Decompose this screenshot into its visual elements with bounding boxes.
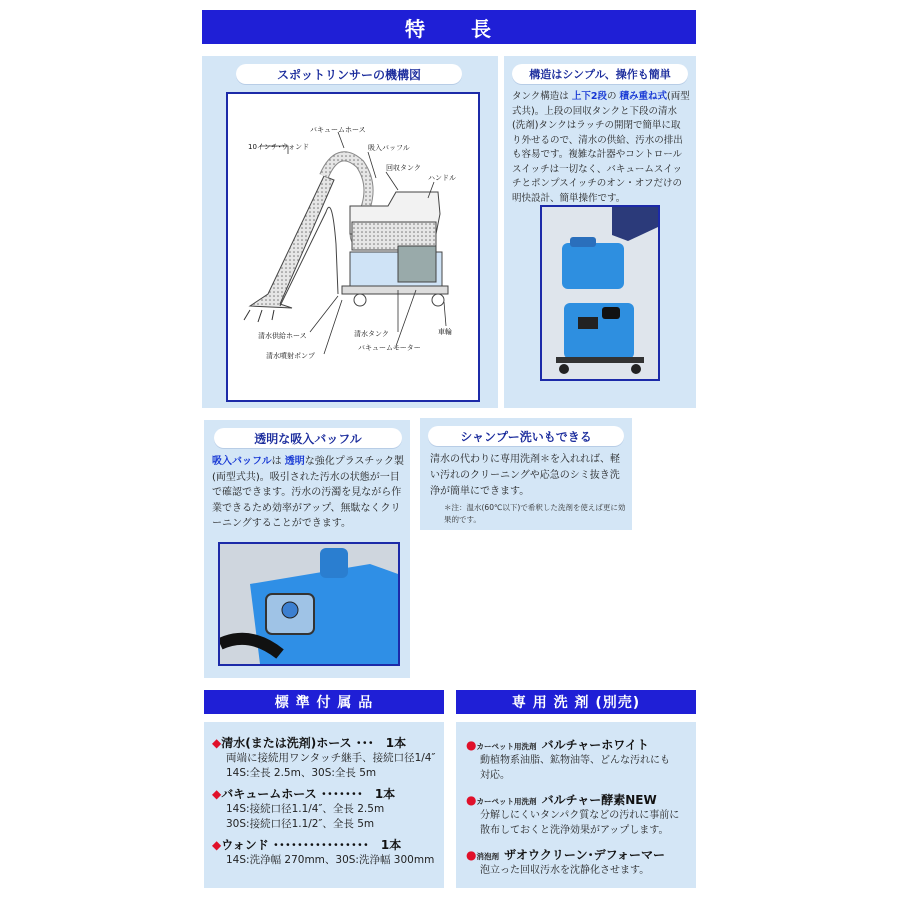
label-vacuum-motor: バキュームモーター [358, 344, 421, 352]
label-vacuum-hose: バキュームホース [310, 126, 366, 134]
structure-text [512, 90, 690, 206]
accessory-item [212, 836, 442, 868]
baffle-highlight-baffle: 吸入バッフル [212, 456, 272, 467]
baffle-text-2: な強化プラスチック製(両型式共)。吸引された汚水の状態が一目で確認できます。汚水の汚濁を見ながら作業できるため効率がアップ、無駄なくクリーニングすることができます。 [212, 456, 404, 529]
stacked-tanks-image [542, 207, 658, 379]
baffle-heading: 透明な吸入バッフル [214, 428, 402, 448]
accessories-list [212, 734, 442, 868]
detergent-item [466, 789, 694, 838]
baffle-text-1: は [271, 456, 285, 467]
accessory-bullet: ◆ [212, 838, 222, 852]
detergent-detail: 対応。 [480, 770, 510, 781]
accessory-detail: 両端に接続用ワンタッチ継手、接続口径1/4″ [226, 752, 436, 764]
wheel-shape [354, 294, 366, 306]
accessory-detail: 14S:接続口径1.1/4″、全長 2.5m [226, 803, 385, 815]
structure-highlight-two-tier: 上下2段 [571, 91, 607, 102]
detergent-bullet: ● [466, 793, 477, 807]
shampoo-note: ＊注：温水(60℃以下)で希釈した洗剤を使えば更に効果的です。 [444, 503, 626, 524]
shampoo-text: 清水の代わりに専用洗剤＊を入れれば、軽い汚れのクリーニングや応急のシミ抜き洗浄が簡単にできます。 [430, 454, 620, 497]
baffle-highlight-transparent: 透明 [284, 456, 305, 467]
label-intake-baffle: 吸入バッフル [368, 144, 410, 152]
structure-text-2: の [606, 91, 620, 102]
detergent-item [466, 734, 694, 783]
accessory-title: バキュームホース ･･･････ 1本 [221, 787, 396, 801]
baffle-image [220, 544, 398, 664]
label-wheel: 車輪 [438, 328, 452, 336]
accessory-detail: 30S:接続口径1.1/2″、全長 5m [226, 818, 375, 830]
baffle-photo [218, 542, 400, 666]
detergent-bullet: ● [466, 848, 477, 862]
structure-text-1: タンク構造は [512, 91, 572, 102]
mechanism-diagram [226, 92, 480, 402]
detergent-tag: 消泡剤 [476, 852, 499, 861]
structure-heading: 構造はシンプル、操作も簡単 [512, 64, 688, 84]
accessory-bullet: ◆ [212, 787, 222, 801]
accessory-item [212, 734, 442, 781]
detergent-tag: カーペット用洗剤 [476, 797, 537, 806]
label-spray-pump: 清水噴射ポンプ [266, 352, 315, 360]
detergent-heading: 専 用 洗 剤 (別売) [456, 690, 696, 714]
baffle-text [212, 454, 406, 532]
mechanism-diagram-svg [228, 94, 478, 400]
accessory-title: 清水(または洗剤)ホース ･･･ 1本 [221, 736, 407, 750]
detergent-name: バルチャーホワイト [541, 738, 649, 752]
label-supply-hose: 清水供給ホース [258, 332, 307, 340]
detergent-name: バルチャー酵素NEW [541, 793, 657, 807]
detergent-detail: 分解しにくいタンパク質などの汚れに事前に [480, 810, 680, 821]
detergent-name: ザオウクリーン･デフォーマー [504, 848, 665, 862]
label-handle: ハンドル [428, 174, 456, 182]
label-recovery-tank: 回収タンク [386, 164, 421, 172]
page-title: 特 長 [202, 10, 696, 44]
shampoo-heading: シャンプー洗いもできる [428, 426, 624, 446]
detergent-bullet: ● [466, 738, 477, 752]
diagram-heading: スポットリンサーの機構図 [236, 64, 462, 84]
accessory-title: ウォンド ････････････････ 1本 [221, 838, 402, 852]
structure-text-3: (両型式共)。上段の回収タンクと下段の清水(洗剤)タンクはラッチの開閉で簡単に取り外せるので、清水の供給、汚水の排出も容易です。複雑な計器やコントロールスイッチは一切なく、バキュームスイッチとポンプスイッチのオン・オフだけの明快設計、簡単操作です。 [512, 91, 690, 204]
product-photo-stacked [540, 205, 660, 381]
accessories-heading: 標 準 付 属 品 [204, 690, 444, 714]
detergent-list [466, 734, 694, 878]
accessory-detail: 14S:洗浄幅 270mm、30S:洗浄幅 300mm [226, 854, 435, 866]
accessory-detail: 14S:全長 2.5m、30S:全長 5m [226, 767, 377, 779]
label-wand: 10インチ･ウォンド [248, 143, 310, 151]
detergent-detail: 動植物系油脂、鉱物油等、どんな汚れにも [480, 755, 670, 766]
detergent-detail: 散布しておくと洗浄効果がアップします。 [480, 825, 669, 836]
label-fresh-tank: 清水タンク [354, 330, 389, 338]
detergent-item [466, 844, 694, 878]
structure-highlight-stacked: 積み重ね式 [619, 91, 668, 102]
accessory-item [212, 785, 442, 832]
detergent-detail: 泡立った回収汚水を沈静化させます。 [480, 865, 650, 876]
wand-shape [250, 176, 334, 308]
detergent-tag: カーペット用洗剤 [476, 742, 537, 751]
accessory-bullet: ◆ [212, 736, 222, 750]
